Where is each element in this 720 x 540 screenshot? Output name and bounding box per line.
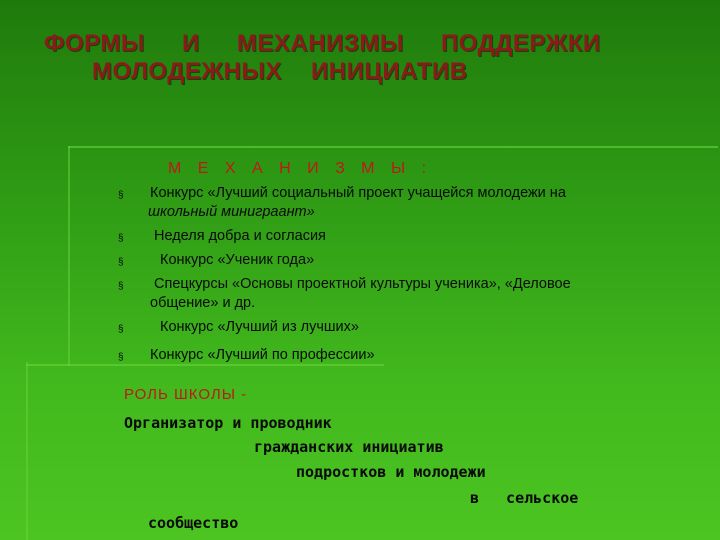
bullet-icon: § bbox=[118, 233, 124, 244]
list-item-text-line-2: общение» и др. bbox=[150, 295, 256, 311]
list-item-text-line-1: Конкурс «Лучший из лучших» bbox=[160, 319, 359, 335]
role-line-4: в сельское bbox=[470, 489, 579, 507]
bullet-icon: § bbox=[118, 324, 124, 335]
role-line-3: подростков и молодежи bbox=[296, 463, 486, 481]
bullet-icon: § bbox=[118, 352, 124, 363]
slide-title bbox=[44, 30, 684, 86]
role-label: РОЛЬ ШКОЛЫ - bbox=[124, 386, 248, 403]
list-item bbox=[118, 184, 678, 222]
role-line-5: сообщество bbox=[148, 514, 239, 532]
list-item bbox=[118, 251, 678, 270]
bullet-icon: § bbox=[118, 257, 124, 268]
frame-line-left bbox=[68, 146, 70, 366]
list-item bbox=[118, 227, 678, 246]
role-line-1: Организатор и проводник bbox=[124, 414, 332, 432]
frame-line-top bbox=[68, 146, 718, 148]
list-item bbox=[118, 318, 678, 337]
mechanisms-list bbox=[118, 184, 678, 365]
mechanisms-heading: М Е Х А Н И З М Ы : bbox=[168, 160, 433, 177]
list-item-text-line-1: Конкурс «Лучший по профессии» bbox=[150, 347, 375, 363]
list-item-text-line-1: Спецкурсы «Основы проектной культуры ученика», «Деловое bbox=[154, 276, 571, 292]
list-item-text-line-1: Неделя добра и согласия bbox=[154, 228, 326, 244]
list-item-text-line-1: Конкурс «Лучший социальный проект учащейся молодежи на bbox=[150, 185, 566, 201]
list-item bbox=[118, 346, 678, 365]
list-item-text-line-1: Конкурс «Ученик года» bbox=[160, 252, 315, 268]
title-line-2: МОЛОДЕЖНЫХ ИНИЦИАТИВ bbox=[92, 58, 468, 85]
frame-line-left-lower bbox=[26, 362, 28, 540]
list-item-text-line-2: школьный миниграант» bbox=[148, 204, 315, 220]
bullet-icon: § bbox=[118, 190, 124, 201]
bullet-icon: § bbox=[118, 281, 124, 292]
list-item bbox=[118, 275, 678, 313]
role-line-2: гражданских инициатив bbox=[254, 438, 444, 456]
title-line-1: ФОРМЫ И МЕХАНИЗМЫ ПОДДЕРЖКИ bbox=[44, 30, 601, 57]
